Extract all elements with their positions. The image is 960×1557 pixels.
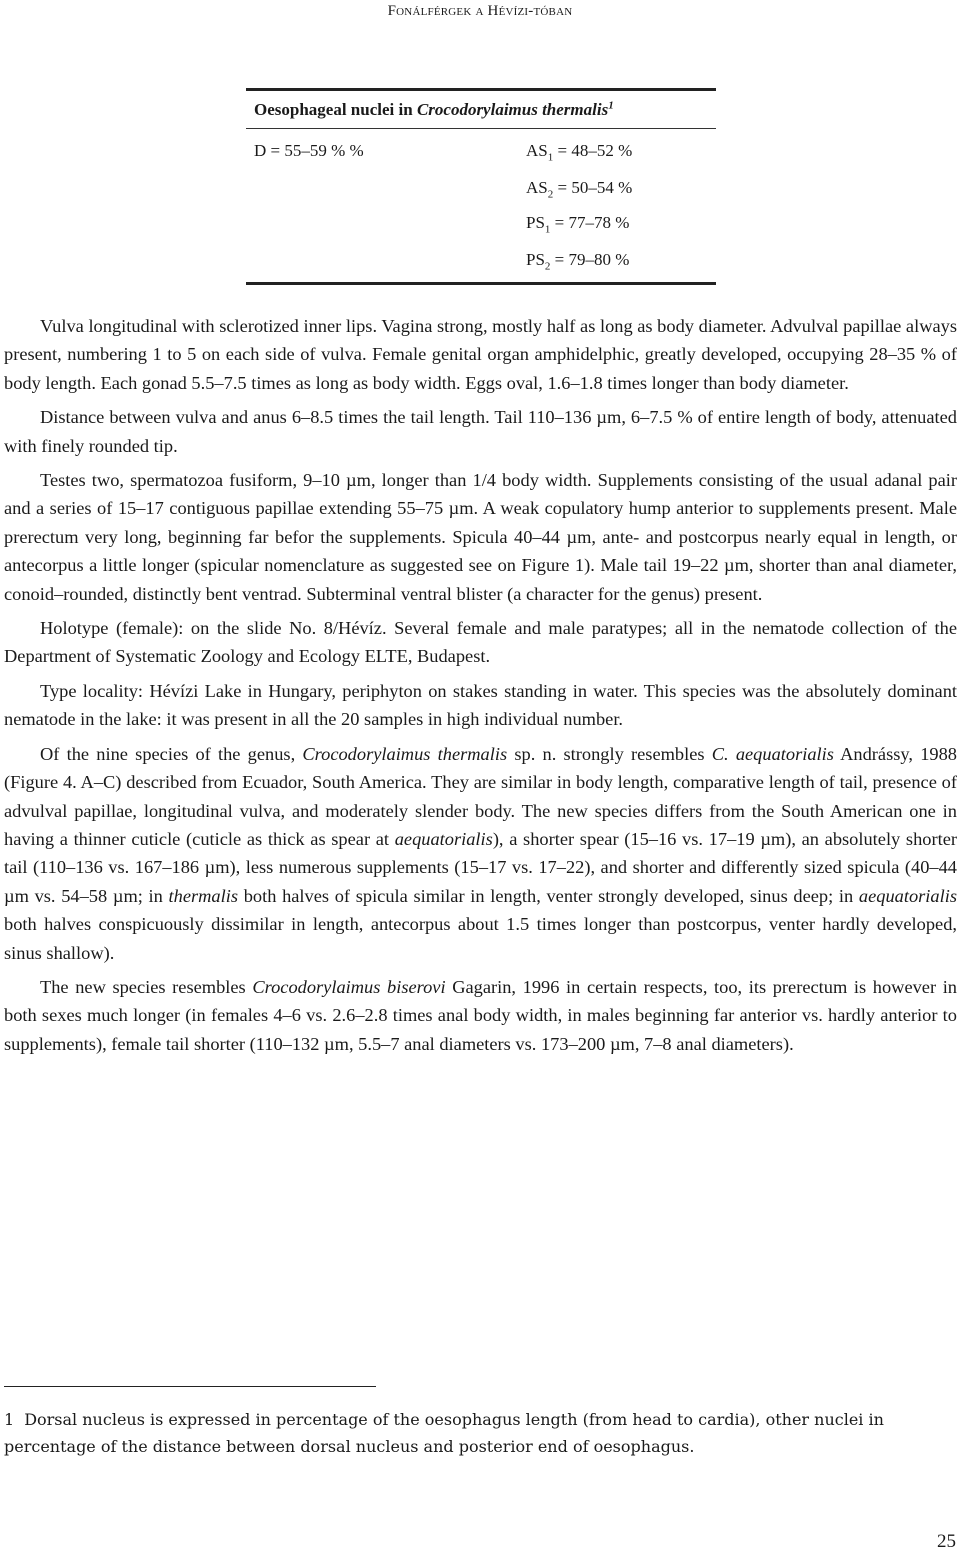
footnote-divider [4, 1386, 376, 1387]
cell-as2-label: AS [526, 178, 548, 197]
cell-ps2 [526, 250, 630, 273]
text-span: both halves conspicuously dissimilar in length, antecorpus about 1.5 times longer than postcorpus, venter hardly developed, sinus shallow). [4, 914, 957, 963]
paragraph-type-locality: Type locality: Hévízi Lake in Hungary, periphyton on stakes standing in water. This species was the absolutely dominant nematode in the lake: it was present in all the 20 samples in high individual number. [4, 680, 957, 730]
paragraph-comparison-biserovi [4, 973, 957, 1058]
table-title [246, 91, 716, 129]
table-title-prefix: Oesophageal nuclei in [254, 100, 417, 119]
table-title-species: Crocodorylaimus thermalis [416, 100, 609, 119]
species-name: Crocodorylaimus biserovi [252, 976, 446, 997]
text-span: The new species resembles [40, 976, 253, 997]
cell-as2-sub: 2 [547, 188, 554, 201]
text-span: Of the nine species of the genus, [40, 743, 303, 764]
species-name: aequatorialis [858, 885, 957, 906]
cell-ps1-label: PS [526, 213, 545, 232]
text-span: Andrássy, 1988 (Figure 4. A–C) described from Ecuador, South America. They are similar in body length, comparative length of tail, presence of advulval papillae, longitudinal vulva, and moderately slender body. The new species differs from the South American one in having a thinner cuticle (cuticle as thick as spear at [4, 743, 957, 849]
text-span: sp. n. strongly resembles [507, 743, 712, 764]
species-name: C. aequatorialis [711, 743, 834, 764]
text-span: ), a shorter spear (15–16 vs. 17–19 µm), an absolutely shorter tail (110–136 vs. 167–186 µm), less numerous supplements (15–17 vs. 17–22), and shorter and differently sized spicula (40–44 µm vs. 54–58 µm; in [4, 828, 958, 906]
running-head: Fonálférgek a Hévízi-tóban [387, 3, 573, 19]
cell-ps1 [526, 213, 630, 236]
cell-as1 [526, 141, 633, 164]
cell-as1-sub: 1 [547, 151, 554, 164]
cell-as1-label: AS [526, 141, 548, 160]
cell-as2 [526, 178, 633, 201]
text-span: both halves of spicula similar in length, venter strongly developed, sinus deep; in [238, 885, 859, 906]
cell-ps1-value: = 77–78 % [550, 213, 630, 232]
species-name: Crocodorylaimus thermalis [302, 743, 508, 764]
table-title-footnote-mark: 1 [608, 99, 614, 112]
body-text [4, 312, 957, 1064]
table-body [246, 129, 716, 282]
paragraph-vulva: Vulva longitudinal with sclerotized inner lips. Vagina strong, mostly half as long as body diameter. Advulval papillae always present, numbering 1 to 5 on each side of vulva. Female genital organ amphidelphic, greatly developed, occupying 28–35 % of body length. Each gonad 5.5–7.5 times as long as body width. Eggs oval, 1.6–1.8 times longer than body diameter. [4, 316, 957, 393]
footnote [4, 1406, 959, 1460]
paragraph-tail: Distance between vulva and anus 6–8.5 times the tail length. Tail 110–136 µm, 6–7.5 % of entire length of body, attenuated with finely rounded tip. [4, 407, 957, 456]
cell-as2-value: = 50–54 % [553, 178, 633, 197]
cell-ps2-sub: 2 [544, 260, 551, 273]
paragraph-comparison-aequatorialis [4, 740, 957, 967]
cell-as1-value: = 48–52 % [553, 141, 633, 160]
paragraph-holotype: Holotype (female): on the slide No. 8/Hévíz. Several female and male paratypes; all in the nematode collection of the Department of Systematic Zoology and Ecology ELTE, Budapest. [4, 618, 957, 667]
species-name: thermalis [168, 885, 239, 906]
cell-ps2-value: = 79–80 % [550, 250, 630, 269]
oesophageal-nuclei-table [246, 88, 716, 285]
paragraph-male: Testes two, spermatozoa fusiform, 9–10 µm, longer than 1/4 body width. Supplements consisting of the usual adanal pair and a series of 15–17 contiguous papillae extending 55–75 µm. A weak copulatory hump anterior to supplements present. Male prerectum very long, beginning far befor the supplements. Spicula 40–44 µm, ante- and postcorpus nearly equal in length, or antecorpus a little longer (spicular nomenclature as suggested see on Figure 1). Male tail 19–22 µm, shorter than anal diameter, conoid–rounded, distinctly bent ventrad. Subterminal ventral blister (a character for the genus) present. [4, 470, 957, 604]
species-name: aequatorialis [394, 828, 493, 849]
page-number: 25 [937, 1531, 956, 1552]
cell-ps2-label: PS [526, 250, 545, 269]
text-span: Gagarin, 1996 in certain respects, too, its prerectum is however in both sexes much longer (in females 4–6 vs. 2.6–2.8 times anal body width, in males beginning far anterior vs. hardly anterior to supplements), female tail shorter (110–132 µm, 5.5–7 anal diameters vs. 173–200 µm, 7–8 anal diameters). [4, 976, 958, 1054]
footnote-mark: 1 [4, 1410, 15, 1429]
cell-dorsal-nucleus: D = 55–59 % % [254, 141, 364, 160]
footnote-text: Dorsal nucleus is expressed in percentage of the oesophagus length (from head to cardia), other nuclei in percentage of the distance between dorsal nucleus and posterior end of oesophagus. [4, 1410, 884, 1456]
cell-ps1-sub: 1 [544, 223, 551, 236]
